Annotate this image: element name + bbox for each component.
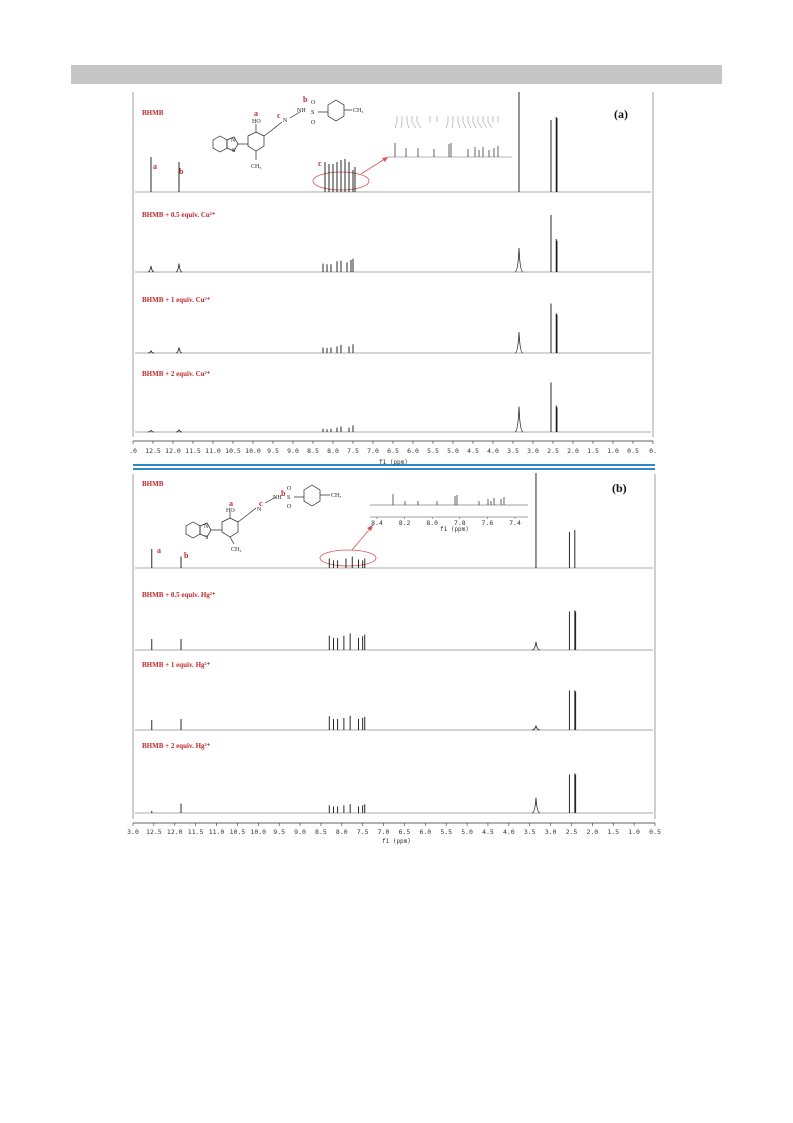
x-tick-label-a-24: 1.0 xyxy=(607,447,619,455)
x-tick-label-b-20: 3.0 xyxy=(544,828,557,836)
x-tick-label-a-1: 12.5 xyxy=(145,447,161,455)
peak-annot-b-a: a xyxy=(157,546,161,555)
struct-b-n2: N xyxy=(257,507,262,513)
x-tick-label-a-8: 9.0 xyxy=(287,447,299,455)
x-tick-label-b-5: 10.5 xyxy=(229,828,246,836)
struct-a-n2: N xyxy=(283,118,288,124)
inset-b-xlabel: f1 (ppm) xyxy=(440,526,469,533)
x-tick-label-a-5: 10.5 xyxy=(225,447,241,455)
series-label-a-2: BHMB + 1 equiv. Cu²⁺ xyxy=(142,296,211,304)
struct-a-ch3-top: CH₃ xyxy=(353,108,364,114)
x-ticks-b xyxy=(127,823,661,836)
x-tick-label-a-4: 11.0 xyxy=(205,447,221,455)
struct-a-s2: S xyxy=(311,110,315,116)
x-tick-label-b-0: 3.0 xyxy=(127,828,139,836)
x-tick-label-b-16: 5.0 xyxy=(461,828,473,836)
x-tick-label-a-2: 12.0 xyxy=(165,447,181,455)
struct-b-label-a: a xyxy=(229,499,233,508)
x-tick-label-a-6: 10.0 xyxy=(245,447,261,455)
peak-annot-b-b: b xyxy=(184,551,189,560)
x-tick-label-b-10: 8.0 xyxy=(335,828,348,836)
panel-a-tag: (a) xyxy=(614,107,628,121)
struct-b-ho: HO xyxy=(226,508,235,514)
x-tick-label-b-19: 3.5 xyxy=(523,828,536,836)
x-tick-label-a-10: 8.0 xyxy=(327,447,339,455)
x-tick-label-b-14: 6.0 xyxy=(419,828,432,836)
struct-b-s: S xyxy=(205,535,209,541)
x-tick-label-b-6: 10.0 xyxy=(250,828,267,836)
series-label-a-0: BHMB xyxy=(142,109,164,117)
struct-b-s2: S xyxy=(287,495,291,501)
inset-b-tick-label-4: 7.6 xyxy=(481,519,494,527)
x-tick-label-a-16: 5.0 xyxy=(447,447,459,455)
inset-b-tick-label-2: 8.0 xyxy=(426,519,439,527)
struct-a-o1: O xyxy=(311,100,316,106)
struct-b-label-b: b xyxy=(281,489,286,498)
x-tick-label-a-22: 2.0 xyxy=(567,447,579,455)
struct-b-ch3-bottom: CH₃ xyxy=(231,547,242,553)
x-tick-label-a-23: 1.5 xyxy=(587,447,599,455)
struct-a-label-a: a xyxy=(254,109,258,118)
x-tick-label-a-15: 5.5 xyxy=(427,447,439,455)
x-tick-label-b-18: 4.0 xyxy=(502,828,515,836)
x-tick-label-b-4: 11.0 xyxy=(208,828,225,836)
x-tick-label-a-12: 7.0 xyxy=(367,447,379,455)
x-tick-label-a-7: 9.5 xyxy=(267,447,279,455)
struct-a-label-b: b xyxy=(303,95,308,104)
x-tick-label-a-21: 2.5 xyxy=(547,447,559,455)
struct-a-nh: NH xyxy=(297,108,306,114)
series-label-b-3: BHMB + 2 equiv. Hg²⁺ xyxy=(142,742,211,750)
x-tick-label-a-11: 7.5 xyxy=(347,447,359,455)
x-tick-label-a-19: 3.5 xyxy=(507,447,519,455)
inset-b-tick-label-0: 8.4 xyxy=(371,519,383,527)
x-tick-label-a-17: 4.5 xyxy=(467,447,479,455)
struct-b-ch3-top: CH₃ xyxy=(331,493,342,499)
x-tick-label-b-24: 1.0 xyxy=(628,828,640,836)
x-tick-label-b-7: 9.5 xyxy=(273,828,286,836)
x-tick-label-b-23: 1.5 xyxy=(607,828,620,836)
struct-a-s: S xyxy=(232,148,236,154)
panel-b-area xyxy=(133,474,655,819)
x-tick-label-a-3: 11.5 xyxy=(185,447,201,455)
panel-b-tag: (b) xyxy=(612,481,627,495)
struct-a-n: N xyxy=(231,138,236,144)
x-tick-label-b-15: 5.5 xyxy=(440,828,453,836)
x-tick-label-a-14: 6.0 xyxy=(407,447,419,455)
x-tick-label-a-9: 8.5 xyxy=(307,447,319,455)
x-tick-label-b-11: 7.5 xyxy=(356,828,369,836)
x-tick-label-a-25: 0.5 xyxy=(627,447,639,455)
x-tick-label-b-13: 6.5 xyxy=(398,828,411,836)
x-axis-label-a: f1 (ppm) xyxy=(379,459,408,466)
struct-a-label-c: c xyxy=(277,111,281,120)
series-label-b-0: BHMB xyxy=(142,480,164,488)
x-tick-label-b-9: 8.5 xyxy=(315,828,327,836)
panel-a-area xyxy=(133,92,653,437)
peak-annot-a-a: a xyxy=(153,162,157,171)
x-tick-label-a-26: 0. xyxy=(649,447,657,455)
x-tick-label-b-22: 2.0 xyxy=(586,828,599,836)
x-tick-label-a-18: 4.0 xyxy=(487,447,499,455)
struct-b-o1: O xyxy=(287,486,292,492)
x-tick-label-b-21: 2.5 xyxy=(565,828,578,836)
struct-a-o2: O xyxy=(311,120,316,126)
series-label-a-1: BHMB + 0.5 equiv. Cu²⁺ xyxy=(142,211,216,219)
x-tick-label-a-0: .0 xyxy=(129,447,137,455)
peak-annot-a-b: b xyxy=(179,167,184,176)
x-tick-label-a-20: 3.0 xyxy=(527,447,539,455)
x-tick-label-b-8: 9.0 xyxy=(294,828,306,836)
x-tick-label-b-1: 12.5 xyxy=(146,828,162,836)
struct-b-o2: O xyxy=(287,504,292,510)
inset-b-tick-label-5: 7.4 xyxy=(509,519,521,527)
x-tick-label-b-12: 7.0 xyxy=(377,828,390,836)
inset-b-tick-label-3: 7.8 xyxy=(453,519,466,527)
x-tick-label-b-3: 11.5 xyxy=(187,828,204,836)
peak-annot-a-c: c xyxy=(318,159,322,168)
series-label-b-2: BHMB + 1 equiv. Hg²⁺ xyxy=(142,661,211,669)
x-ticks-a xyxy=(129,441,657,455)
struct-b-label-c: c xyxy=(259,499,263,508)
x-tick-label-b-2: 12.0 xyxy=(166,828,183,836)
series-label-b-1: BHMB + 0.5 equiv. Hg²⁺ xyxy=(142,591,216,599)
series-label-a-3: BHMB + 2 equiv. Cu²⁺ xyxy=(142,370,211,378)
struct-a-ch3-bottom: CH₃ xyxy=(251,164,262,170)
struct-a-ho: HO xyxy=(252,119,261,125)
x-axis-label-b: f1 (ppm) xyxy=(382,838,411,845)
struct-b-nh: NH xyxy=(273,495,282,501)
x-tick-label-b-17: 4.5 xyxy=(482,828,494,836)
x-tick-label-b-25: 0.5 xyxy=(649,828,661,836)
inset-b-tick-label-1: 8.2 xyxy=(398,519,411,527)
x-tick-label-a-13: 6.5 xyxy=(387,447,399,455)
struct-b-n: N xyxy=(204,524,209,530)
